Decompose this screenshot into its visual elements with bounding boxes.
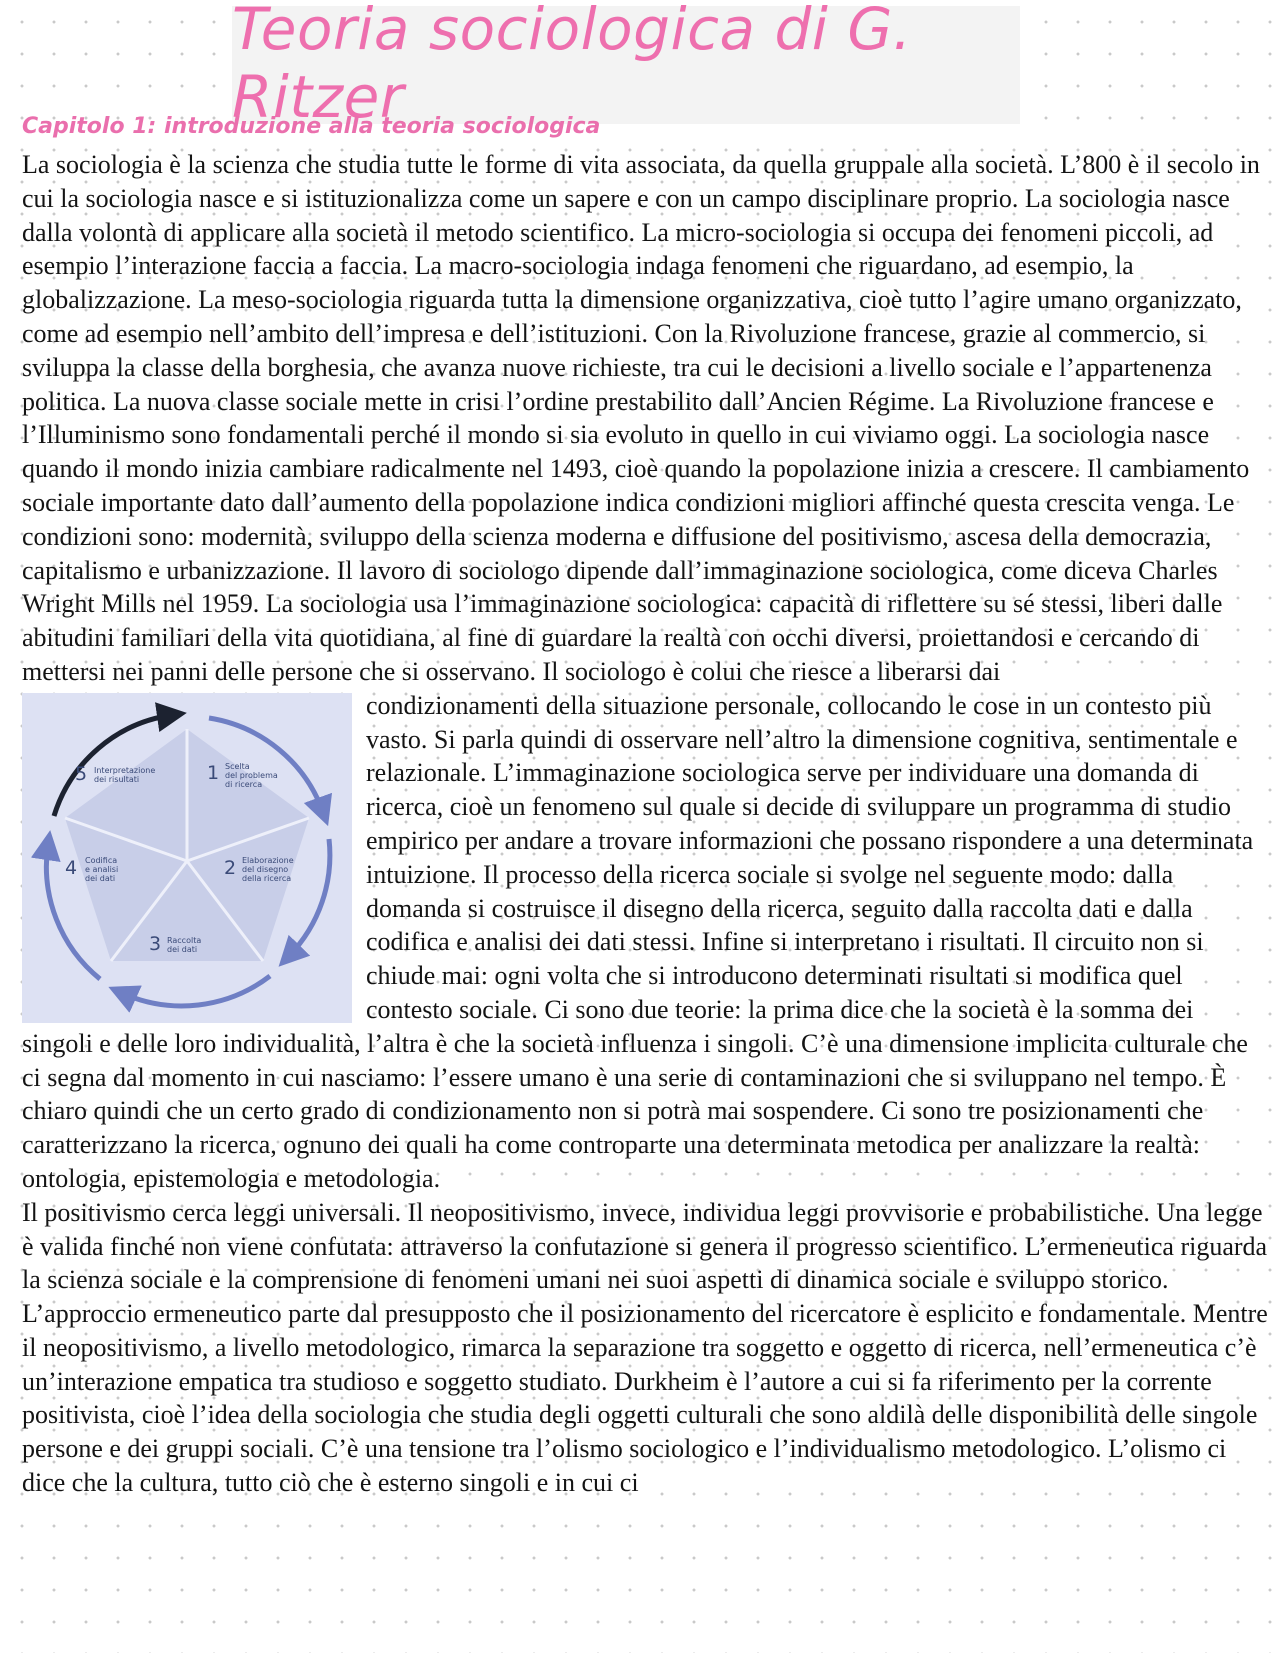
step-5-label: Interpretazione xyxy=(94,765,156,775)
paragraph-1: La sociologia è la scienza che studia tutte le forme di vita associata, da quella gruppale alla società. L’800 è il secolo in cui la sociologia nasce e si istituzionalizza come un sapere e con un campo disciplinare proprio. La sociologia nasce dalla volontà di applicare alla società il metodo scientifico. La micro-sociologia si occupa dei fenomeni piccoli, ad esempio l’interazione faccia a faccia. La macro-sociologia indaga fenomeni che riguardano, ad esempio, la globalizzazione. La meso-sociologia riguarda tutta la dimensione organizzativa, cioè tutto l’agire umano organizzato, come ad esempio nell’ambito dell’impresa e dell’istituzioni. Con la Rivoluzione francese, grazie al commercio, si sviluppa la classe della borghesia, che avanza nuove richieste, tra cui le decisioni a livello sociale e l’appartenenza politica. La nuova classe sociale mette in crisi l’ordine prestabilito dall’Ancien Régime. La Rivoluzione francese e l’Illuminismo sono fondamentali perché il mondo si sia evoluto in quello in cui viviamo oggi. La sociologia nasce quando il mondo inizia cambiare radicalmente nel 1493, cioè quando la popolazione inizia a crescere. Il cambiamento sociale importante dato dall’aumento della popolazione indica condizioni migliori affinché questa crescita venga. Le condizioni sono: modernità, sviluppo della scienza moderna e diffusione del positivismo, ascesa della democrazia, capitalismo e urbanizzazione. Il lavoro di sociologo dipende dall’immaginazione sociologica, come diceva Charles Wright Mills nel 1959. La sociologia usa l’immaginazione sociologica: capacità di riflettere su sé stessi, liberi dalle abitudini familiari della vita quotidiana, al fine di guardare la realtà con occhi diversi, proiettandosi e cercando di mettersi nei panni delle persone che si osservano. Il sociologo è colui che riesce a liberarsi dai xyxy=(22,150,1260,686)
step-4-label: dei dati xyxy=(85,873,116,883)
step-2-label: Elaborazione xyxy=(242,855,294,865)
step-1-label: di ricerca xyxy=(225,779,263,789)
step-1-number: 1 xyxy=(207,761,220,784)
step-4-number: 4 xyxy=(65,856,78,879)
research-cycle-diagram xyxy=(22,693,352,1023)
research-cycle-svg xyxy=(22,693,352,1023)
step-4-label: Codifica xyxy=(85,855,118,865)
step-5-number: 5 xyxy=(75,762,88,785)
chapter-heading: Capitolo 1: introduzione alla teoria sociologica xyxy=(22,114,601,139)
step-5-label: dei risultati xyxy=(94,774,140,784)
step-2-label: del disegno xyxy=(242,864,289,874)
step-3-number: 3 xyxy=(149,932,162,955)
step-1-label: del problema xyxy=(225,770,278,780)
paragraph-3: Il positivismo cerca leggi universali. Il neopositivismo, invece, individua leggi provvisorie e probabilistiche. Una legge è valida finché non viene confutata: attraverso la confutazione si genera il progresso scientifico. L’ermeneutica riguarda la scienza sociale e la comprensione di fenomeni umani nei suoi aspetti di dinamica sociale e sviluppo storico. L’approccio ermeneutico parte dal presupposto che il posizionamento del ricercatore è esplicito e fondamentale. Mentre il neopositivismo, a livello metodologico, rimarca la separazione tra soggetto e oggetto di ricerca, nell’ermeneutica c’è un’interazione empatica tra studioso e soggetto studiato. Durkheim è l’autore a cui si fa riferimento per la corrente positivista, cioè l’idea della sociologia che studia degli oggetti culturali che sono aldilà delle disponibilità delle singole persone e dei gruppi sociali. C’è una tensione tra l’olismo sociologico e l’individualismo metodologico. L’olismo ci dice che la cultura, tutto ciò che è esterno singoli e in cui ci xyxy=(22,1197,1268,1498)
step-3-label: dei dati xyxy=(167,944,198,954)
step-2-number: 2 xyxy=(224,856,237,879)
step-1-label: Scelta xyxy=(225,761,250,771)
paragraph-2: condizionamenti della situazione personale, collocando le cose in un contesto più vasto. Si parla quindi di osservare nell’altro la dimensione cognitiva, sentimentale e relazionale. L’immaginazione sociologica serve per individuare una domanda di ricerca, cioè un fenomeno sul quale si decide di sviluppare un programma di studio empirico per andare a trovare informazioni che possano rispondere a una determinata intuizione. Il processo della ricerca sociale si svolge nel seguente modo: dalla domanda si costruisce il disegno della ricerca, seguito dalla raccolta dati e dalla codifica e analisi dei dati stessi. Infine si interpretano i risultati. Il circuito non si chiude mai: ogni volta che si introducono determinati risultati si modifica quel contesto sociale. Ci sono due teorie: la prima dice che la società è la somma dei singoli e delle loro individualità, l’altra è che la società influenza i singoli. C’è una dimensione implicita culturale che ci segna dal momento in cui nasciamo: l’essere umano è una serie di contaminazioni che si sviluppano nel tempo. È chiaro quindi che un certo grado di condizionamento non si potrà mai sospendere. Ci sono tre posizionamenti che caratterizzano la ricerca, ognuno dei quali ha come controparte una determinata metodica per analizzare la realtà: ontologia, epistemologia e metodologia. xyxy=(22,690,1254,1193)
step-4-label: e analisi xyxy=(85,864,119,874)
step-3-label: Raccolta xyxy=(167,935,202,945)
page-title: Teoria sociologica di G. Ritzer xyxy=(232,0,912,131)
document-body xyxy=(22,148,1268,1500)
step-2-label: della ricerca xyxy=(242,873,292,883)
